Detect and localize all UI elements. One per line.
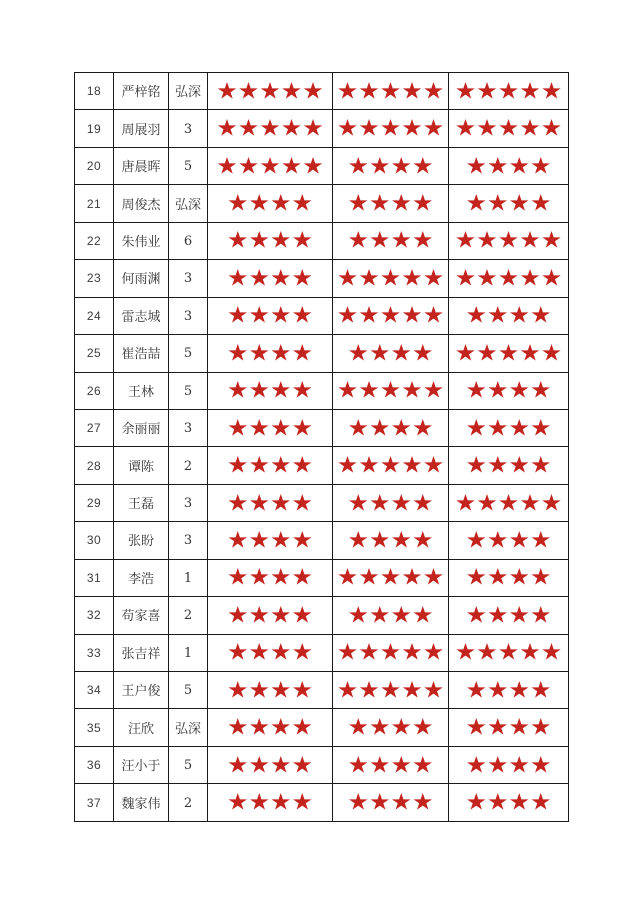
rating-cell-1	[208, 447, 333, 484]
group-cell	[169, 522, 208, 559]
row-number-cell	[75, 784, 114, 822]
student-name: 王磊	[127, 497, 154, 513]
star-rating-icons: ★★★★	[226, 227, 314, 254]
star-rating-icons: ★★★★	[347, 339, 434, 367]
star-rating-icons: ★★★★	[465, 713, 552, 741]
star-rating-icons: ★★★★	[226, 601, 314, 629]
group-label: 5	[183, 683, 193, 699]
rating-cell-1	[208, 672, 333, 709]
star-rating-icons: ★★★★★	[454, 489, 563, 516]
star-rating-icons: ★★★★	[226, 713, 314, 741]
group-label: 5	[183, 346, 193, 362]
star-rating-icons: ★★★★	[347, 414, 434, 441]
rating-cell-1	[208, 409, 333, 446]
student-name: 唐晨晖	[121, 160, 161, 176]
student-name: 魏家伟	[121, 796, 161, 812]
rating-cell-3	[449, 260, 569, 297]
row-number-cell	[75, 447, 114, 484]
row-number-cell	[75, 372, 114, 409]
rating-cell-1	[208, 522, 333, 559]
star-rating-icons: ★★★★	[465, 676, 552, 704]
group-label: 2	[183, 795, 193, 811]
group-cell	[169, 559, 208, 596]
group-cell	[169, 335, 208, 372]
row-number: 37	[86, 795, 102, 810]
rating-cell-1	[208, 372, 333, 409]
rating-cell-2	[333, 709, 449, 746]
group-label: 6	[183, 233, 193, 249]
table-row	[75, 335, 569, 372]
student-name: 张盼	[127, 534, 154, 550]
table-row	[75, 522, 569, 559]
group-label: 5	[183, 383, 193, 399]
rating-cell-3	[449, 634, 569, 671]
row-number: 33	[86, 645, 102, 660]
star-rating-icons: ★★★★★	[454, 114, 563, 142]
star-rating-icons: ★★★★★	[336, 77, 445, 105]
star-rating-icons: ★★★★★	[454, 264, 563, 292]
table-row	[75, 559, 569, 596]
name-cell	[114, 185, 169, 222]
rating-cell-1	[208, 297, 333, 334]
rating-cell-2	[333, 110, 449, 147]
rating-cell-2	[333, 672, 449, 709]
star-rating-icons: ★★★★	[226, 489, 314, 516]
rating-cell-1	[208, 73, 333, 110]
rating-cell-3	[449, 672, 569, 709]
rating-cell-2	[333, 409, 449, 446]
star-rating-icons: ★★★★★	[216, 152, 324, 179]
rating-cell-3	[449, 447, 569, 484]
table-row	[75, 222, 569, 259]
row-number-cell	[75, 409, 114, 446]
rating-cell-2	[333, 372, 449, 409]
row-number-cell	[75, 597, 114, 634]
group-label: 1	[183, 570, 193, 586]
rating-cell-2	[333, 447, 449, 484]
name-cell	[114, 222, 169, 259]
row-number: 32	[86, 608, 102, 623]
group-label: 3	[183, 308, 193, 324]
table-row	[75, 597, 569, 634]
row-number-cell	[75, 484, 114, 521]
row-number: 29	[86, 496, 102, 511]
row-number: 31	[86, 570, 102, 585]
rating-cell-3	[449, 147, 569, 184]
star-rating-icons: ★★★★	[347, 152, 434, 179]
rating-cell-2	[333, 746, 449, 783]
star-rating-icons: ★★★★★	[216, 114, 324, 142]
rating-cell-1	[208, 147, 333, 184]
rating-cell-1	[208, 222, 333, 259]
star-rating-icons: ★★★★★	[336, 451, 445, 479]
rating-cell-1	[208, 784, 333, 822]
rating-cell-3	[449, 559, 569, 596]
name-cell	[114, 559, 169, 596]
row-number-cell	[75, 297, 114, 334]
star-rating-icons: ★★★★	[465, 564, 552, 591]
row-number-cell	[75, 559, 114, 596]
name-cell	[114, 634, 169, 671]
group-cell	[169, 372, 208, 409]
table-row	[75, 784, 569, 822]
group-label: 3	[183, 421, 193, 437]
group-label: 弘深	[174, 721, 201, 737]
student-name: 汪小于	[121, 759, 161, 775]
star-rating-icons: ★★★★	[465, 376, 552, 404]
group-cell	[169, 409, 208, 446]
row-number: 18	[86, 84, 102, 99]
row-number: 34	[86, 683, 102, 698]
group-cell	[169, 597, 208, 634]
row-number-cell	[75, 110, 114, 147]
table-row	[75, 447, 569, 484]
student-name: 何雨渊	[121, 272, 161, 288]
rating-cell-2	[333, 147, 449, 184]
table-row	[75, 634, 569, 671]
star-rating-icons: ★★★★	[465, 601, 552, 629]
star-rating-icons: ★★★★	[226, 264, 314, 292]
row-number: 25	[86, 346, 102, 361]
star-rating-icons: ★★★★	[226, 751, 314, 778]
group-label: 弘深	[174, 85, 201, 101]
table-row	[75, 709, 569, 746]
star-rating-icons: ★★★★	[465, 414, 552, 441]
row-number: 20	[86, 159, 102, 174]
star-rating-icons: ★★★★	[226, 376, 314, 404]
rating-cell-3	[449, 185, 569, 222]
name-cell	[114, 447, 169, 484]
name-cell	[114, 110, 169, 147]
star-rating-icons: ★★★★	[465, 526, 552, 554]
row-number-cell	[75, 260, 114, 297]
group-cell	[169, 709, 208, 746]
student-name: 谭陈	[127, 459, 154, 475]
student-name: 余丽丽	[121, 422, 161, 438]
group-cell	[169, 297, 208, 334]
group-cell	[169, 260, 208, 297]
row-number: 35	[86, 720, 102, 735]
table-row	[75, 297, 569, 334]
rating-cell-1	[208, 634, 333, 671]
student-name: 周展羽	[121, 122, 161, 138]
rating-cell-3	[449, 335, 569, 372]
star-rating-icons: ★★★★★	[336, 264, 445, 292]
row-number-cell	[75, 709, 114, 746]
name-cell	[114, 709, 169, 746]
student-name: 周俊杰	[121, 197, 161, 213]
rating-cell-2	[333, 597, 449, 634]
student-rating-table	[74, 72, 569, 822]
rating-cell-2	[333, 297, 449, 334]
star-rating-icons: ★★★★★	[336, 564, 445, 591]
table-row	[75, 409, 569, 446]
group-cell	[169, 185, 208, 222]
table-row	[75, 73, 569, 110]
star-rating-icons: ★★★★	[347, 713, 434, 741]
group-label: 2	[183, 458, 193, 474]
rating-cell-1	[208, 559, 333, 596]
table-row	[75, 672, 569, 709]
rating-cell-1	[208, 709, 333, 746]
student-name: 王户俊	[121, 684, 161, 700]
star-rating-icons: ★★★★	[226, 414, 314, 441]
star-rating-icons: ★★★★	[465, 751, 552, 778]
student-name: 雷志城	[121, 309, 161, 325]
star-rating-icons: ★★★★	[465, 189, 552, 217]
rating-cell-3	[449, 484, 569, 521]
star-rating-icons: ★★★★	[465, 302, 552, 329]
student-name: 崔浩喆	[121, 347, 161, 363]
rating-cell-2	[333, 484, 449, 521]
group-cell	[169, 672, 208, 709]
name-cell	[114, 335, 169, 372]
row-number: 23	[86, 271, 102, 286]
rating-cell-3	[449, 709, 569, 746]
star-rating-icons: ★★★★★	[454, 638, 563, 666]
star-rating-icons: ★★★★	[347, 189, 434, 217]
row-number-cell	[75, 147, 114, 184]
rating-cell-2	[333, 522, 449, 559]
name-cell	[114, 746, 169, 783]
group-cell	[169, 447, 208, 484]
row-number-cell	[75, 222, 114, 259]
row-number: 21	[86, 196, 102, 211]
row-number: 26	[86, 383, 102, 398]
star-rating-icons: ★★★★	[226, 302, 314, 329]
group-label: 3	[183, 271, 193, 287]
student-name: 汪欣	[127, 721, 154, 737]
rating-cell-3	[449, 409, 569, 446]
row-number: 24	[86, 308, 102, 323]
star-rating-icons: ★★★★	[465, 788, 552, 816]
table-row	[75, 260, 569, 297]
star-rating-icons: ★★★★★	[454, 339, 563, 367]
table-row	[75, 185, 569, 222]
rating-cell-3	[449, 222, 569, 259]
group-label: 1	[183, 645, 193, 661]
row-number-cell	[75, 672, 114, 709]
group-label: 5	[183, 159, 193, 175]
star-rating-icons: ★★★★	[226, 676, 314, 704]
rating-cell-3	[449, 372, 569, 409]
name-cell	[114, 597, 169, 634]
group-label: 3	[183, 533, 193, 549]
group-cell	[169, 73, 208, 110]
student-name: 朱伟业	[121, 234, 161, 250]
name-cell	[114, 147, 169, 184]
group-cell	[169, 222, 208, 259]
group-label: 3	[183, 496, 193, 512]
rating-cell-3	[449, 110, 569, 147]
star-rating-icons: ★★★★	[226, 638, 314, 666]
name-cell	[114, 522, 169, 559]
student-name: 张吉祥	[121, 646, 161, 662]
star-rating-icons: ★★★★★	[454, 77, 563, 105]
rating-cell-1	[208, 110, 333, 147]
star-rating-icons: ★★★★★	[336, 376, 445, 404]
name-cell	[114, 297, 169, 334]
star-rating-icons: ★★★★	[226, 526, 314, 554]
group-cell	[169, 147, 208, 184]
name-cell	[114, 372, 169, 409]
table-row	[75, 372, 569, 409]
row-number-cell	[75, 522, 114, 559]
group-cell	[169, 484, 208, 521]
rating-cell-3	[449, 73, 569, 110]
table-row	[75, 746, 569, 783]
star-rating-icons: ★★★★	[347, 227, 434, 254]
row-number: 30	[86, 533, 102, 548]
row-number-cell	[75, 746, 114, 783]
name-cell	[114, 484, 169, 521]
rating-cell-1	[208, 185, 333, 222]
table-row	[75, 147, 569, 184]
star-rating-icons: ★★★★	[347, 489, 434, 516]
row-number: 19	[86, 121, 102, 136]
group-cell	[169, 746, 208, 783]
rating-cell-3	[449, 784, 569, 822]
rating-cell-2	[333, 185, 449, 222]
star-rating-icons: ★★★★★	[454, 227, 563, 254]
student-name: 王林	[127, 384, 154, 400]
star-rating-icons: ★★★★★	[336, 676, 445, 704]
rating-cell-1	[208, 335, 333, 372]
row-number: 28	[86, 458, 102, 473]
star-rating-icons: ★★★★	[347, 751, 434, 778]
rating-cell-2	[333, 335, 449, 372]
rating-cell-3	[449, 297, 569, 334]
star-rating-icons: ★★★★	[226, 189, 314, 217]
table-row	[75, 484, 569, 521]
row-number-cell	[75, 185, 114, 222]
group-label: 弘深	[174, 197, 201, 213]
name-cell	[114, 784, 169, 822]
group-cell	[169, 110, 208, 147]
name-cell	[114, 73, 169, 110]
rating-cell-2	[333, 73, 449, 110]
rating-cell-2	[333, 634, 449, 671]
group-label: 2	[183, 608, 193, 624]
row-number: 27	[86, 421, 102, 436]
name-cell	[114, 672, 169, 709]
name-cell	[114, 260, 169, 297]
student-name: 严梓铭	[121, 85, 161, 101]
star-rating-icons: ★★★★	[465, 451, 552, 479]
row-number: 36	[86, 758, 102, 773]
star-rating-icons: ★★★★★	[336, 302, 445, 329]
rating-cell-3	[449, 597, 569, 634]
rating-cell-2	[333, 784, 449, 822]
group-cell	[169, 634, 208, 671]
rating-cell-3	[449, 746, 569, 783]
student-name: 李浩	[127, 571, 154, 587]
star-rating-icons: ★★★★	[347, 788, 434, 816]
table-row	[75, 110, 569, 147]
row-number-cell	[75, 634, 114, 671]
star-rating-icons: ★★★★	[465, 152, 552, 179]
group-cell	[169, 784, 208, 822]
rating-table-body	[75, 73, 569, 822]
rating-cell-1	[208, 260, 333, 297]
student-name: 苟家喜	[121, 609, 161, 625]
rating-cell-2	[333, 260, 449, 297]
group-label: 5	[183, 758, 193, 774]
name-cell	[114, 409, 169, 446]
rating-cell-1	[208, 484, 333, 521]
star-rating-icons: ★★★★	[347, 601, 434, 629]
star-rating-icons: ★★★★	[226, 788, 314, 816]
row-number-cell	[75, 73, 114, 110]
row-number-cell	[75, 335, 114, 372]
row-number: 22	[86, 233, 102, 248]
rating-cell-3	[449, 522, 569, 559]
star-rating-icons: ★★★★	[226, 564, 314, 591]
rating-cell-2	[333, 222, 449, 259]
star-rating-icons: ★★★★★	[336, 638, 445, 666]
star-rating-icons: ★★★★	[226, 451, 314, 479]
star-rating-icons: ★★★★★	[216, 77, 324, 105]
star-rating-icons: ★★★★	[347, 526, 434, 554]
rating-cell-1	[208, 597, 333, 634]
group-label: 3	[183, 121, 193, 137]
rating-cell-1	[208, 746, 333, 783]
rating-cell-2	[333, 559, 449, 596]
star-rating-icons: ★★★★★	[336, 114, 445, 142]
star-rating-icons: ★★★★	[226, 339, 314, 367]
